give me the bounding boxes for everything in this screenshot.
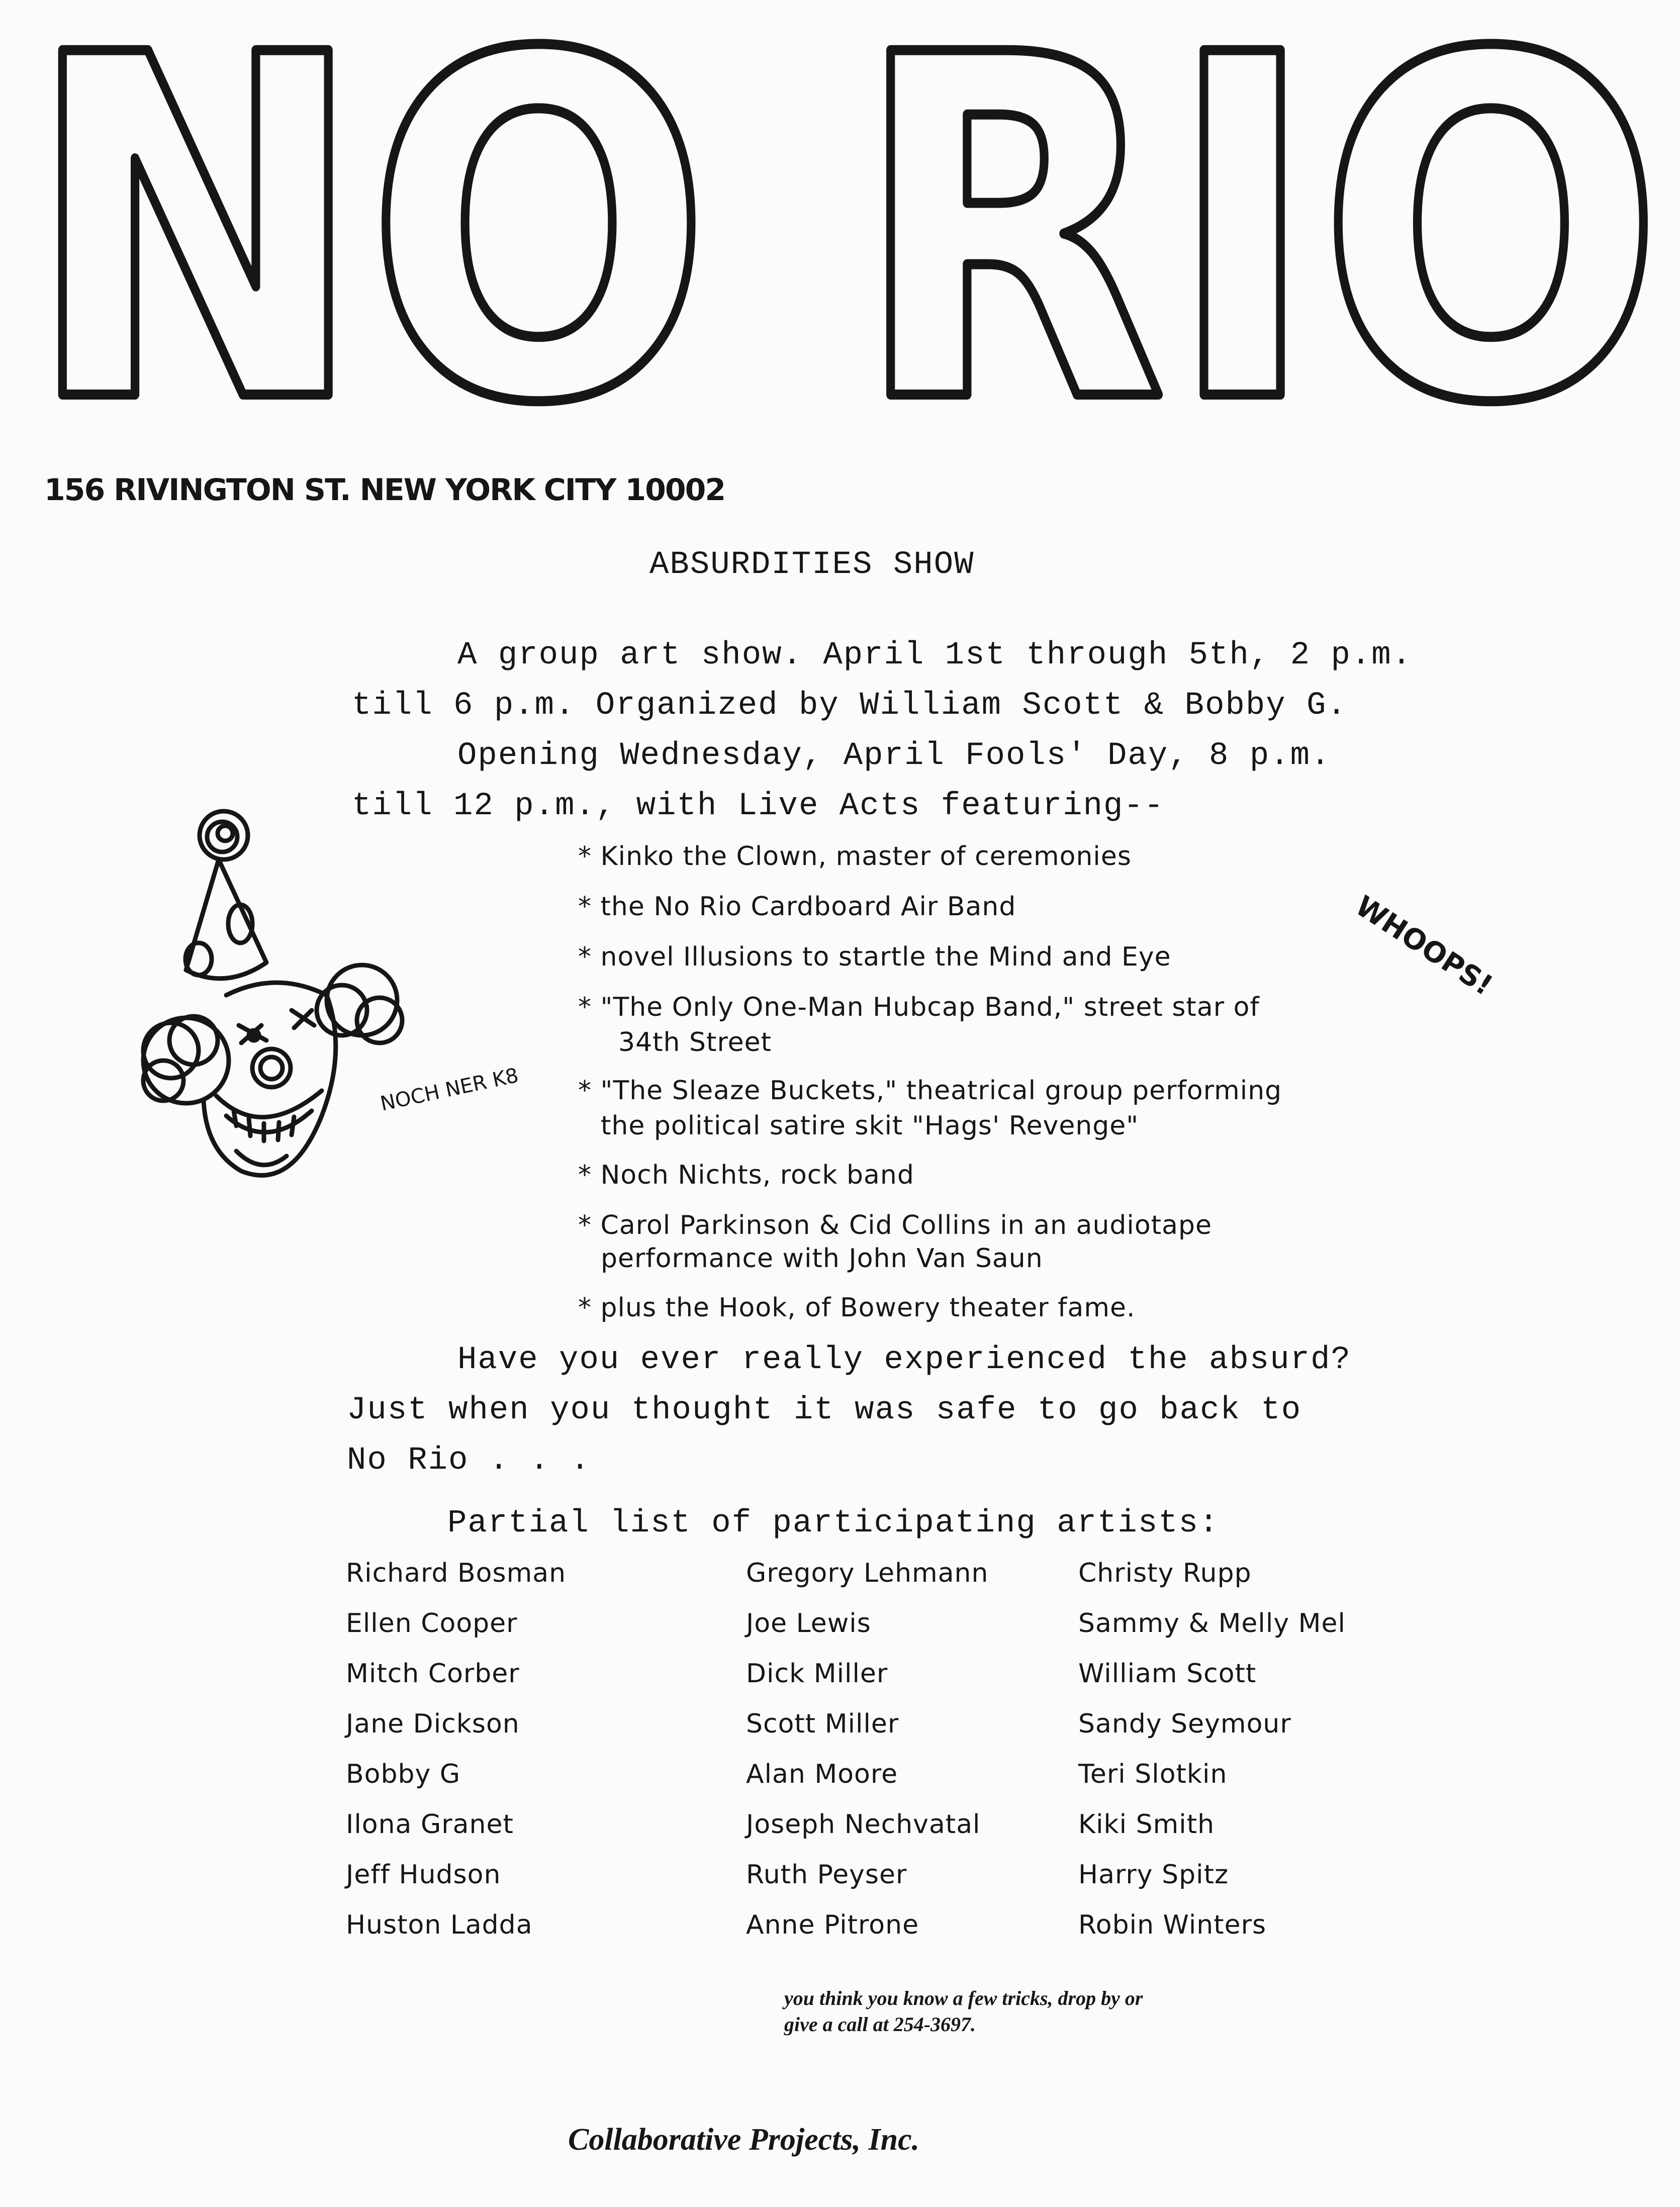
- act-item-continuation: 34th Street: [618, 1027, 772, 1058]
- act-item: * Noch Nichts, rock band: [578, 1160, 914, 1190]
- artist-name: Robin Winters: [1078, 1910, 1267, 1940]
- clown-sketch-illustration: [111, 789, 521, 1241]
- tricks-note: [784, 1985, 1337, 2038]
- artist-name: Scott Miller: [746, 1709, 899, 1739]
- sketch-signature: NOCH NER K8: [378, 1064, 521, 1116]
- artist-name: Sammy & Melly Mel: [1078, 1608, 1346, 1639]
- venue-address: 156 RIVINGTON ST. NEW YORK CITY 10002: [44, 472, 725, 508]
- act-item: * "The Only One-Man Hubcap Band," street star of: [578, 992, 1260, 1022]
- act-item-continuation: performance with John Van Saun: [601, 1243, 1043, 1274]
- whoops-stamp: WHOOPS!: [1349, 890, 1499, 1002]
- artist-name: Mitch Corber: [346, 1659, 520, 1689]
- artist-name: Joe Lewis: [746, 1608, 871, 1639]
- artist-name: Ilona Granet: [346, 1809, 514, 1840]
- artists-column-2: [746, 1558, 988, 1960]
- artist-name: Ruth Peyser: [746, 1860, 907, 1890]
- act-item: * Carol Parkinson & Cid Collins in an audiotape: [578, 1210, 1212, 1240]
- artist-name: Teri Slotkin: [1078, 1759, 1228, 1789]
- artist-name: Dick Miller: [746, 1659, 888, 1689]
- artist-name: William Scott: [1078, 1659, 1257, 1689]
- intro-line: A group art show. April 1st through 5th, 2 p.m.: [457, 637, 1413, 674]
- organization-credit: Collaborative Projects, Inc.: [568, 2123, 920, 2157]
- tricks-line: give a call at 254-3697.: [784, 2013, 976, 2036]
- tricks-line: you think you know a few tricks, drop by or: [784, 1987, 1143, 2009]
- artist-name: Bobby G: [346, 1759, 461, 1789]
- artist-name: Kiki Smith: [1078, 1809, 1215, 1840]
- artists-column-3: [1078, 1558, 1346, 1960]
- artist-name: Gregory Lehmann: [746, 1558, 989, 1588]
- artist-name: Huston Ladda: [346, 1910, 533, 1940]
- artist-name: Jeff Hudson: [346, 1860, 501, 1890]
- artist-name: Sandy Seymour: [1078, 1709, 1291, 1739]
- absurd-line: Just when you thought it was safe to go back to: [347, 1392, 1302, 1428]
- act-item: * the No Rio Cardboard Air Band: [578, 892, 1016, 922]
- absurd-line: No Rio . . .: [347, 1443, 591, 1479]
- show-title: ABSURDITIES SHOW: [649, 547, 975, 583]
- artist-name: Ellen Cooper: [346, 1608, 518, 1639]
- artist-name: Richard Bosman: [346, 1558, 567, 1588]
- artist-name: Christy Rupp: [1078, 1558, 1252, 1588]
- absurd-line: Have you ever really experienced the absurd?: [457, 1342, 1351, 1378]
- artist-name: Anne Pitrone: [746, 1910, 919, 1940]
- artist-name: Harry Spitz: [1078, 1860, 1229, 1890]
- artist-name: Jane Dickson: [346, 1709, 520, 1739]
- artists-column-1: [346, 1558, 566, 1960]
- artist-name: Alan Moore: [746, 1759, 898, 1789]
- masthead-title: NO RIO: [25, 0, 1664, 506]
- artists-header: Partial list of participating artists:: [447, 1505, 1220, 1542]
- act-item: * plus the Hook, of Bowery theater fame.: [578, 1293, 1136, 1323]
- act-item: * novel Illusions to startle the Mind and Eye: [578, 942, 1171, 972]
- intro-line: till 12 p.m., with Live Acts featuring--: [352, 788, 1165, 824]
- artist-name: Joseph Nechvatal: [746, 1809, 981, 1840]
- act-item: * Kinko the Clown, master of ceremonies: [578, 841, 1132, 872]
- act-item-continuation: the political satire skit "Hags' Revenge": [601, 1111, 1139, 1141]
- intro-line: Opening Wednesday, April Fools' Day, 8 p.m.: [457, 738, 1331, 774]
- intro-line: till 6 p.m. Organized by William Scott & Bobby G.: [352, 688, 1347, 724]
- act-item: * "The Sleaze Buckets," theatrical group performing: [578, 1076, 1282, 1106]
